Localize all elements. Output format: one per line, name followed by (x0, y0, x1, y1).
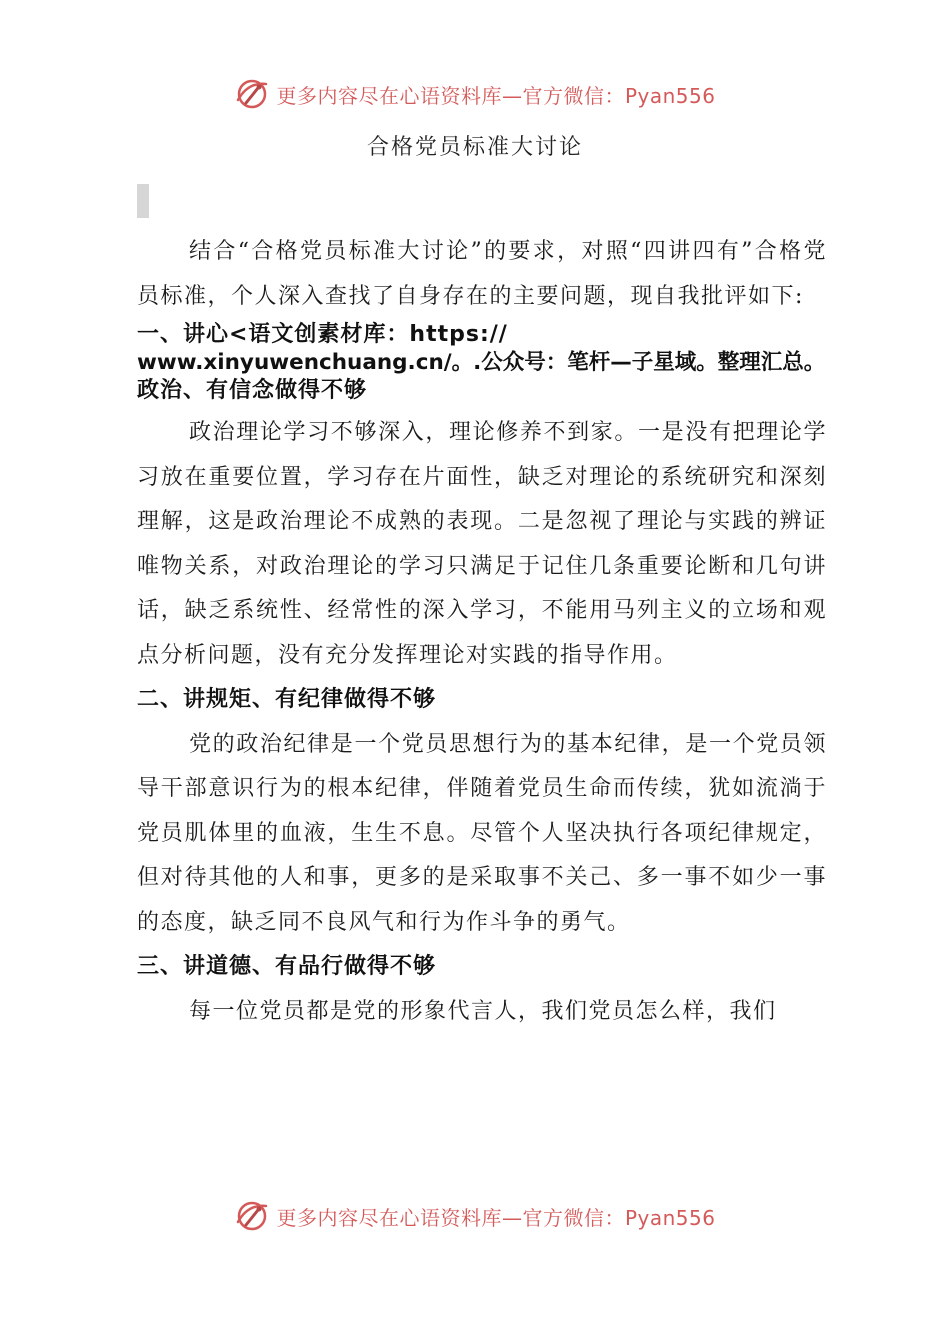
document-title: 合格党员标准大讨论 (366, 135, 583, 160)
header-watermark (0, 74, 950, 114)
placeholder-block (137, 184, 149, 218)
section1-heading-line3: 政治、有信念做得不够 (137, 378, 368, 403)
watermark-text: 更多内容尽在心语资料库—官方微信：Pyan556 (276, 1205, 716, 1230)
section2-paragraph: 党的政治纪律是一个党员思想行为的基本纪律，是一个党员领导干部意识行为的根本纪律，伴随着党员生命而传续，犹如流淌于党员肌体里的血液，生生不息。尽管个人坚决执行各项纪律规定，但对待其他的人和事，更多的是采取事不关己、多一事不如少一事的态度，缺乏同不良风气和行为作斗争的勇气。 (137, 731, 827, 935)
library-logo-icon (234, 1198, 270, 1234)
section2-heading: 二、讲规矩、有纪律做得不够 (137, 687, 437, 712)
section3-heading: 三、讲道德、有品行做得不够 (137, 954, 437, 979)
section1-paragraph: 政治理论学习不够深入，理论修养不到家。一是没有把理论学习放在重要位置，学习存在片面性，缺乏对理论的系统研究和深刻理解，这是政治理论不成熟的表现。二是忽视了理论与实践的辨证唯物关系，对政治理论的学习只满足于记住几条重要论断和几句讲话，缺乏系统性、经常性的深入学习，不能用马列主义的立场和观点分析问题，没有充分发挥理论对实践的指导作用。 (137, 420, 827, 668)
watermark-group (234, 76, 715, 112)
section3-paragraph: 每一位党员都是党的形象代言人，我们党员怎么样，我们 (189, 998, 777, 1024)
watermark-group (234, 1198, 715, 1234)
section1-heading-line1: 一、讲心<语文创素材库：https:// (137, 322, 508, 347)
document-body (137, 230, 827, 1034)
watermark-text: 更多内容尽在心语资料库—官方微信：Pyan556 (276, 83, 716, 108)
section1-heading-line2: www.xinyuwenchuang.cn/。.公众号：笔杆—子星域。整理汇总。 (137, 350, 826, 375)
section1-heading (137, 319, 867, 411)
intro-paragraph: 结合“合格党员标准大讨论”的要求，对照“四讲四有”合格党员标准，个人深入查找了自身存在的主要问题，现自我批评如下: (137, 239, 827, 309)
footer-watermark (0, 1196, 950, 1236)
library-logo-icon (234, 76, 270, 112)
